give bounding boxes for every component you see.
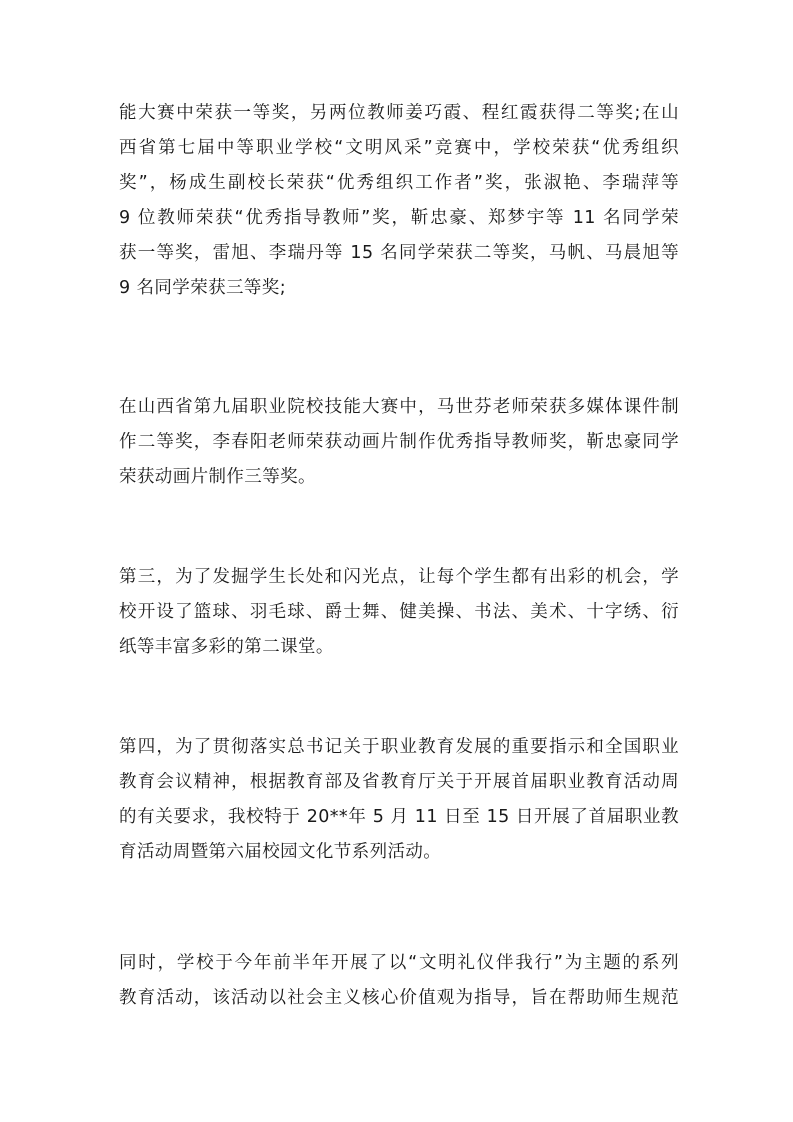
text-line: 能大赛中荣获一等奖，另两位教师姜巧霞、程红霞获得二等奖;在山 <box>119 103 679 123</box>
text-line: 西省第七届中等职业学校“文明风采”竞赛中，学校荣获“优秀组织 <box>119 138 679 158</box>
text-line: 9 名同学荣获三等奖; <box>119 278 286 298</box>
text-line: 荣获动画片制作三等奖。 <box>119 467 316 487</box>
text-line: 第四，为了贯彻落实总书记关于职业教育发展的重要指示和全国职业 <box>119 737 679 757</box>
text-line: 获一等奖，雷旭、李瑞丹等 15 名同学荣获二等奖，马帆、马晨旭等 <box>119 243 679 263</box>
text-line: 教育会议精神，根据教育部及省教育厅关于开展首届职业教育活动周 <box>119 772 679 792</box>
text-line: 9 位教师荣获“优秀指导教师”奖，靳忠豪、郑梦宇等 11 名同学荣 <box>119 208 679 228</box>
text-line: 校开设了篮球、羽毛球、爵士舞、健美操、书法、美术、十字绣、衍 <box>119 602 679 622</box>
paragraph-fourth-point <box>119 730 679 870</box>
text-line: 第三，为了发掘学生长处和闪光点，让每个学生都有出彩的机会，学 <box>119 567 679 587</box>
text-line: 纸等丰富多彩的第二课堂。 <box>119 637 334 657</box>
text-line: 的有关要求，我校特于 20**年 5 月 11 日至 15 日开展了首届职业教 <box>119 807 679 827</box>
text-line: 作二等奖，李春阳老师荣获动画片制作优秀指导教师奖，靳忠豪同学 <box>119 432 679 452</box>
text-line: 同时，学校于今年前半年开展了以“文明礼仪伴我行”为主题的系列 <box>119 953 679 973</box>
text-line: 育活动周暨第六届校园文化节系列活动。 <box>119 842 442 862</box>
paragraph-etiquette-campaign <box>119 946 679 1016</box>
paragraph-third-point <box>119 560 679 665</box>
paragraph-awards-competitions <box>119 96 679 306</box>
text-line: 奖”，杨成生副校长荣获“优秀组织工作者”奖，张淑艳、李瑞萍等 <box>119 173 679 193</box>
text-line: 在山西省第九届职业院校技能大赛中，马世芬老师荣获多媒体课件制 <box>119 397 679 417</box>
paragraph-skills-contest <box>119 390 679 495</box>
text-line: 教育活动，该活动以社会主义核心价值观为指导，旨在帮助师生规范 <box>119 988 679 1008</box>
